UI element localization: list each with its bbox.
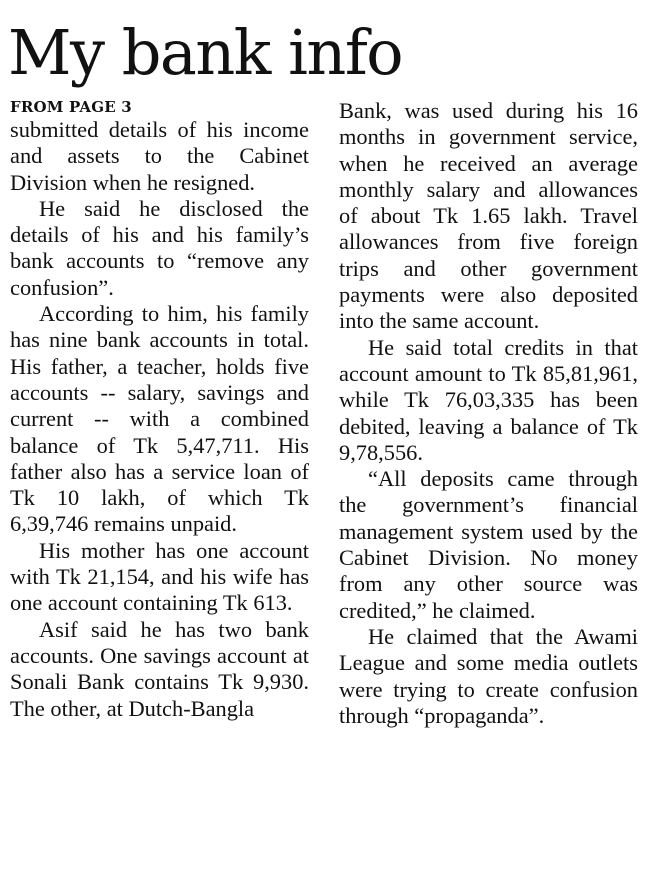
paragraph: Asif said he has two bank accounts. One savings account at Sonali Bank contains Tk 9,930. The other, at Dutch-Bangla: [10, 616, 309, 721]
left-column: [10, 98, 309, 722]
paragraph: He claimed that the Awami League and some media outlets were trying to create confusion through “propaganda”.: [339, 623, 638, 728]
paragraph: He said total credits in that account amount to Tk 85,81,961, while Tk 76,03,335 has been debited, leaving a balance of Tk 9,78,556.: [339, 334, 638, 465]
paragraph: According to him, his family has nine bank accounts in total. His father, a teacher, holds five accounts -- salary, savings and current -- with a combined balance of Tk 5,47,711. His father also has a service loan of Tk 10 lakh, of which Tk 6,39,746 remains unpaid.: [10, 301, 309, 537]
paragraph: His mother has one account with Tk 21,154, and his wife has one account containing Tk 613.: [10, 537, 309, 616]
headline: My bank info: [8, 16, 403, 89]
right-column: [339, 98, 638, 729]
paragraph: Bank, was used during his 16 months in government service, when he received an average monthly salary and allowances of about Tk 1.65 lakh. Travel allowances from five foreign trips and other government payments were also deposited into the same account.: [339, 98, 638, 334]
paragraph: He said he disclosed the details of his and his family’s bank accounts to “remove any confusion”.: [10, 195, 309, 300]
paragraph: submitted details of his income and assets to the Cabinet Division when he resigned.: [10, 117, 309, 195]
continuation-kicker: FROM PAGE 3: [10, 98, 132, 116]
paragraph: “All deposits came through the government’s financial management system used by the Cabinet Division. No money from any other source was credited,” he claimed.: [339, 466, 638, 623]
article-body: [10, 98, 639, 874]
